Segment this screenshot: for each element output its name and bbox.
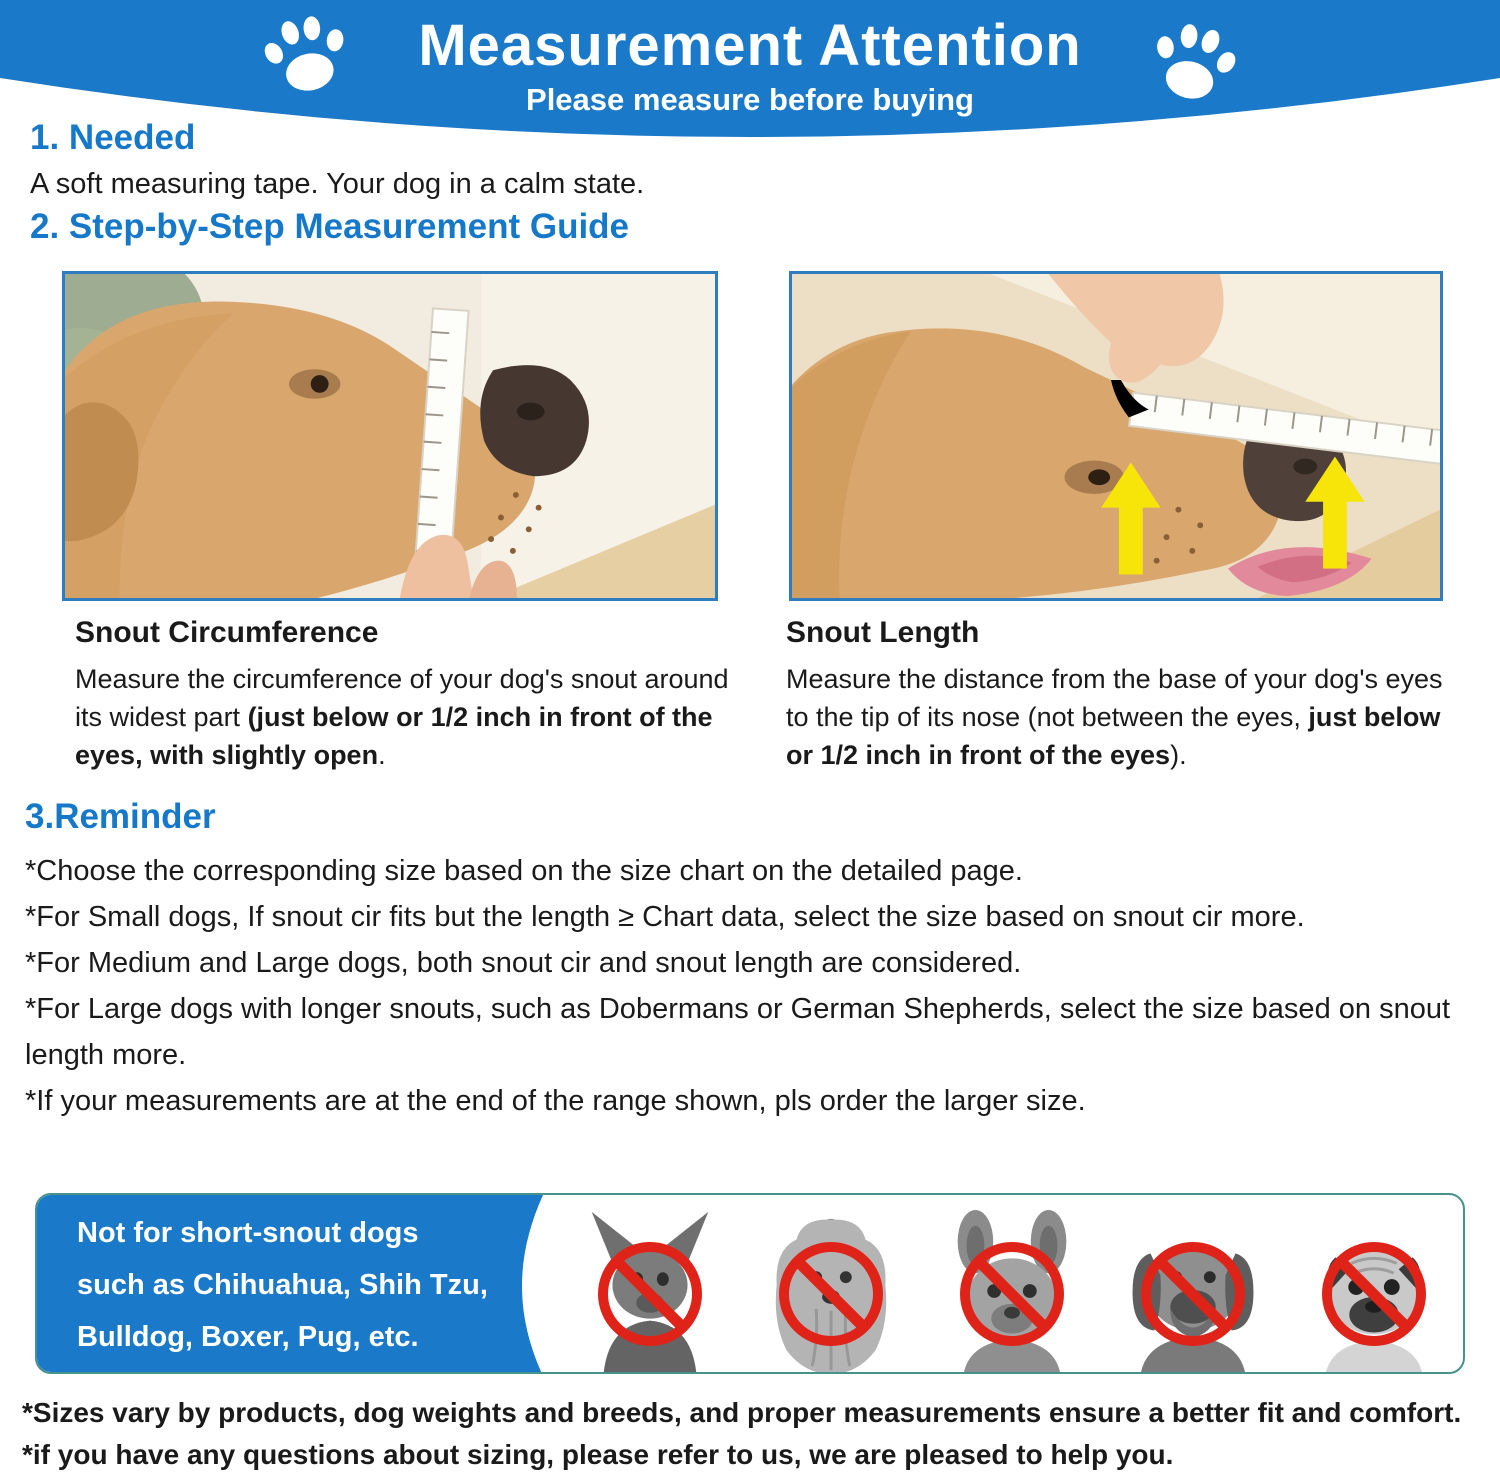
mastiff-photo	[1105, 1198, 1281, 1374]
snout-circumference-caption	[75, 616, 730, 774]
snout-circumference-photo	[62, 271, 718, 601]
french-bulldog-photo	[924, 1198, 1100, 1374]
footer-note: *Sizes vary by products, dog weights and breeds, and proper measurements ensure a better fit and comfort.	[22, 1397, 1462, 1428]
footer-note: *if you have any questions about sizing, please refer to us, we are pleased to help you.	[22, 1439, 1174, 1470]
snout-length-caption	[786, 616, 1458, 774]
reminder-list	[25, 848, 1477, 1124]
caption-body: Measure the circumference of your dog's snout around its widest part (just below or 1/2 inch in front of the eyes, with slightly open.	[75, 664, 729, 770]
prohibition-icon	[960, 1242, 1064, 1346]
shih-tzu-photo	[743, 1198, 919, 1374]
snout-length-photo	[789, 271, 1443, 601]
pug-photo	[1286, 1198, 1462, 1374]
caption-title: Snout Circumference	[75, 616, 379, 649]
prohibition-icon	[1141, 1242, 1245, 1346]
caption-body: Measure the distance from the base of your dog's eyes to the tip of its nose (not between the eyes, just below or 1/2 inch in front of the eyes).	[786, 664, 1443, 770]
section-heading-needed: 1. Needed	[30, 118, 196, 157]
not-for-short-snout-banner	[35, 1193, 1465, 1374]
page-subtitle: Please measure before buying	[526, 82, 974, 117]
reminder-item: *For Small dogs, If snout cir fits but the length ≥ Chart data, select the size based on snout cir more.	[25, 901, 1305, 933]
page-title: Measurement Attention	[418, 13, 1082, 78]
reminder-item: *If your measurements are at the end of the range shown, pls order the larger size.	[25, 1085, 1086, 1117]
chihuahua-photo	[562, 1198, 738, 1374]
prohibition-icon	[598, 1242, 702, 1346]
warning-text: Not for short-snout dogs such as Chihuahua, Shih Tzu, Bulldog, Boxer, Pug, etc.	[77, 1217, 488, 1353]
prohibition-icon	[1322, 1242, 1426, 1346]
reminder-item: *For Medium and Large dogs, both snout cir and snout length are considered.	[25, 947, 1022, 979]
footer-notes	[22, 1392, 1482, 1474]
section-heading-guide: 2. Step-by-Step Measurement Guide	[30, 207, 630, 246]
reminder-item: *For Large dogs with longer snouts, such as Dobermans or German Shepherds, select the size based on snout length more.	[25, 993, 1451, 1071]
caption-title: Snout Length	[786, 616, 980, 649]
reminder-item: *Choose the corresponding size based on the size chart on the detailed page.	[25, 855, 1023, 887]
prohibition-icon	[779, 1242, 883, 1346]
needed-body-text: A soft measuring tape. Your dog in a calm state.	[30, 168, 645, 200]
prohibited-dogs-row	[562, 1195, 1462, 1374]
section-heading-reminder: 3.Reminder	[25, 797, 216, 836]
